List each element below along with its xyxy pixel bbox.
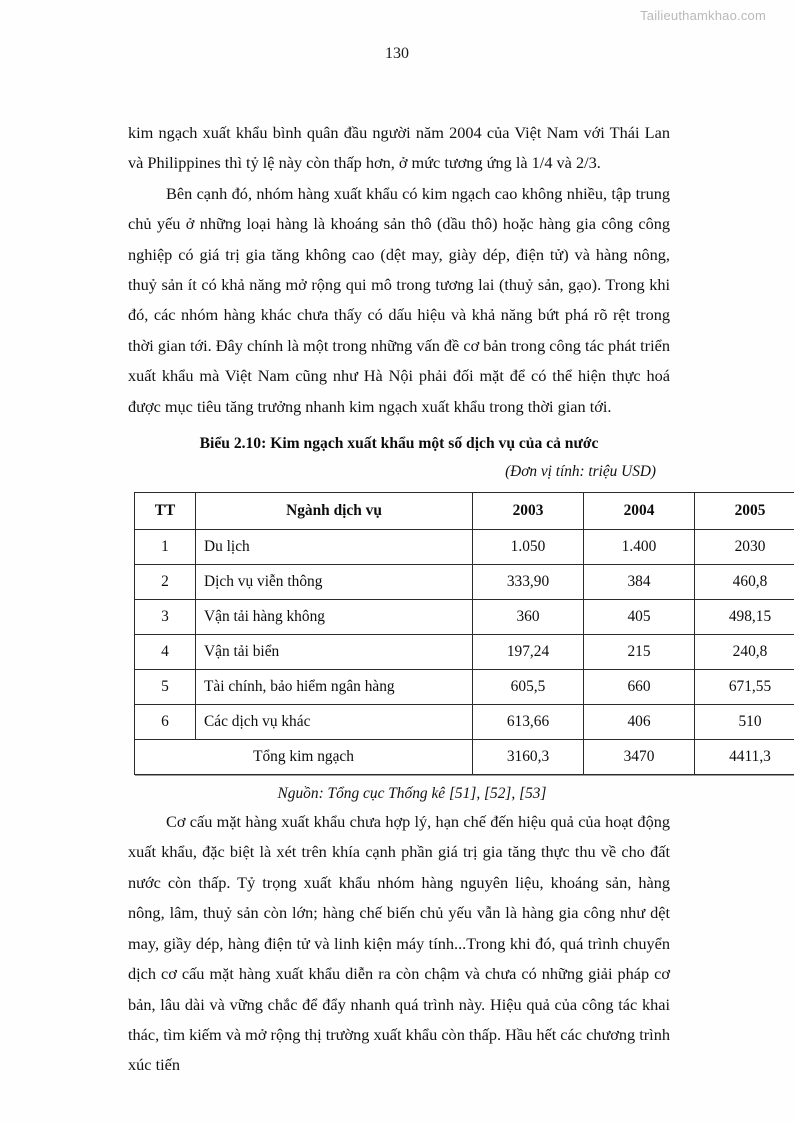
- header-tt: TT: [135, 493, 196, 530]
- row-value-2003: 1.050: [473, 530, 584, 565]
- total-value-2003: 3160,3: [473, 740, 584, 775]
- paragraph-last: Cơ cấu mặt hàng xuất khẩu chưa hợp lý, hạn chế đến hiệu quả của hoạt động xuất khẩu, đặc biệt là xét trên khía cạnh phần giá trị gia tăng thực thu về cho đất nước còn thấp. Tỷ trọng xuất khẩu nhóm hàng nguyên liệu, khoáng sản, hàng nông, lâm, thuỷ sản còn lớn; hàng chế biến chủ yếu vẫn là hàng gia công như dệt may, giầy dép, hàng điện tử và linh kiện máy tính...Trong khi đó, quá trình chuyển dịch cơ cấu mặt hàng xuất khẩu diễn ra còn chậm và chưa có những giải pháp cơ bản, lâu dài và vững chắc để đẩy nhanh quá trình này. Hiệu quả của công tác khai thác, tìm kiếm và mở rộng thị trường xuất khẩu còn thấp. Hầu hết các chương trình xúc tiến: [128, 812, 670, 1075]
- row-index: 1: [135, 530, 196, 565]
- paragraph-continued: kim ngạch xuất khẩu bình quân đầu người năm 2004 của Việt Nam với Thái Lan và Philippines thì tỷ lệ này còn thấp hơn, ở mức tương ứng là 1/4 và 2/3.: [128, 123, 670, 173]
- table-header: [135, 493, 794, 530]
- export-services-table: [134, 492, 794, 775]
- table-body: [135, 530, 794, 775]
- row-value-2005: 240,8: [695, 635, 794, 670]
- table-caption: Biểu 2.10: Kim ngạch xuất khẩu một số dịch vụ của cả nước: [199, 435, 599, 453]
- row-index: 6: [135, 705, 196, 740]
- header-2004: 2004: [584, 493, 695, 530]
- row-value-2003: 613,66: [473, 705, 584, 740]
- row-service-name: Du lịch: [196, 530, 473, 565]
- row-value-2003: 197,24: [473, 635, 584, 670]
- row-service-name: Các dịch vụ khác: [196, 705, 473, 740]
- table-header-row: [135, 493, 794, 530]
- row-value-2004: 215: [584, 635, 695, 670]
- row-index: 2: [135, 565, 196, 600]
- paragraph-second: Bên cạnh đó, nhóm hàng xuất khẩu có kim ngạch cao không nhiều, tập trung chủ yếu ở những loại hàng là khoáng sản thô (dầu thô) hoặc hàng gia công công nghiệp có giá trị gia tăng không cao (dệt may, giày dép, điện tử) và hàng nông, thuỷ sản ít có khả năng mở rộng qui mô trong tương lai (thuỷ sản, gạo). Trong khi đó, các nhóm hàng khác chưa thấy có dấu hiệu và khả năng bứt phá rõ rệt trong thời gian tới. Đây chính là một trong những vấn đề cơ bản trong công tác phát triển xuất khẩu mà Việt Nam cũng như Hà Nội phải đối mặt để có thể hiện thực hoá được mục tiêu tăng trưởng nhanh kim ngạch xuất khẩu trong thời gian tới.: [128, 183, 670, 416]
- row-value-2005: 510: [695, 705, 794, 740]
- header-service: Ngành dịch vụ: [196, 493, 473, 530]
- page-content: [128, 118, 772, 1081]
- row-service-name: Vận tải hàng không: [196, 600, 473, 635]
- total-value-2004: 3470: [584, 740, 695, 775]
- table-row: [135, 705, 794, 740]
- table-row: [135, 600, 794, 635]
- header-2005: 2005: [695, 493, 794, 530]
- row-value-2005: 460,8: [695, 565, 794, 600]
- watermark-text: Tailieuthamkhao.com: [640, 8, 766, 23]
- table-row: [135, 565, 794, 600]
- table-unit-note: (Đơn vị tính: triệu USD): [505, 463, 656, 481]
- row-value-2004: 405: [584, 600, 695, 635]
- row-value-2005: 671,55: [695, 670, 794, 705]
- page-number: 130: [385, 45, 409, 62]
- row-index: 4: [135, 635, 196, 670]
- row-value-2005: 2030: [695, 530, 794, 565]
- row-value-2004: 1.400: [584, 530, 695, 565]
- table-row: [135, 670, 794, 705]
- table-row: [135, 635, 794, 670]
- row-value-2005: 498,15: [695, 600, 794, 635]
- table-row: [135, 530, 794, 565]
- row-value-2004: 406: [584, 705, 695, 740]
- header-2003: 2003: [473, 493, 584, 530]
- table-container: [128, 492, 772, 775]
- row-index: 5: [135, 670, 196, 705]
- row-service-name: Tài chính, bảo hiểm ngân hàng: [196, 670, 473, 705]
- row-service-name: Vận tải biển: [196, 635, 473, 670]
- row-value-2003: 333,90: [473, 565, 584, 600]
- row-value-2004: 660: [584, 670, 695, 705]
- table-source: Nguồn: Tổng cục Thống kê [51], [52], [53]: [277, 785, 547, 803]
- row-value-2004: 384: [584, 565, 695, 600]
- row-index: 3: [135, 600, 196, 635]
- total-label: Tổng kim ngạch: [135, 740, 473, 775]
- table-total-row: [135, 740, 794, 775]
- row-value-2003: 605,5: [473, 670, 584, 705]
- total-value-2005: 4411,3: [695, 740, 794, 775]
- row-value-2003: 360: [473, 600, 584, 635]
- row-service-name: Dịch vụ viễn thông: [196, 565, 473, 600]
